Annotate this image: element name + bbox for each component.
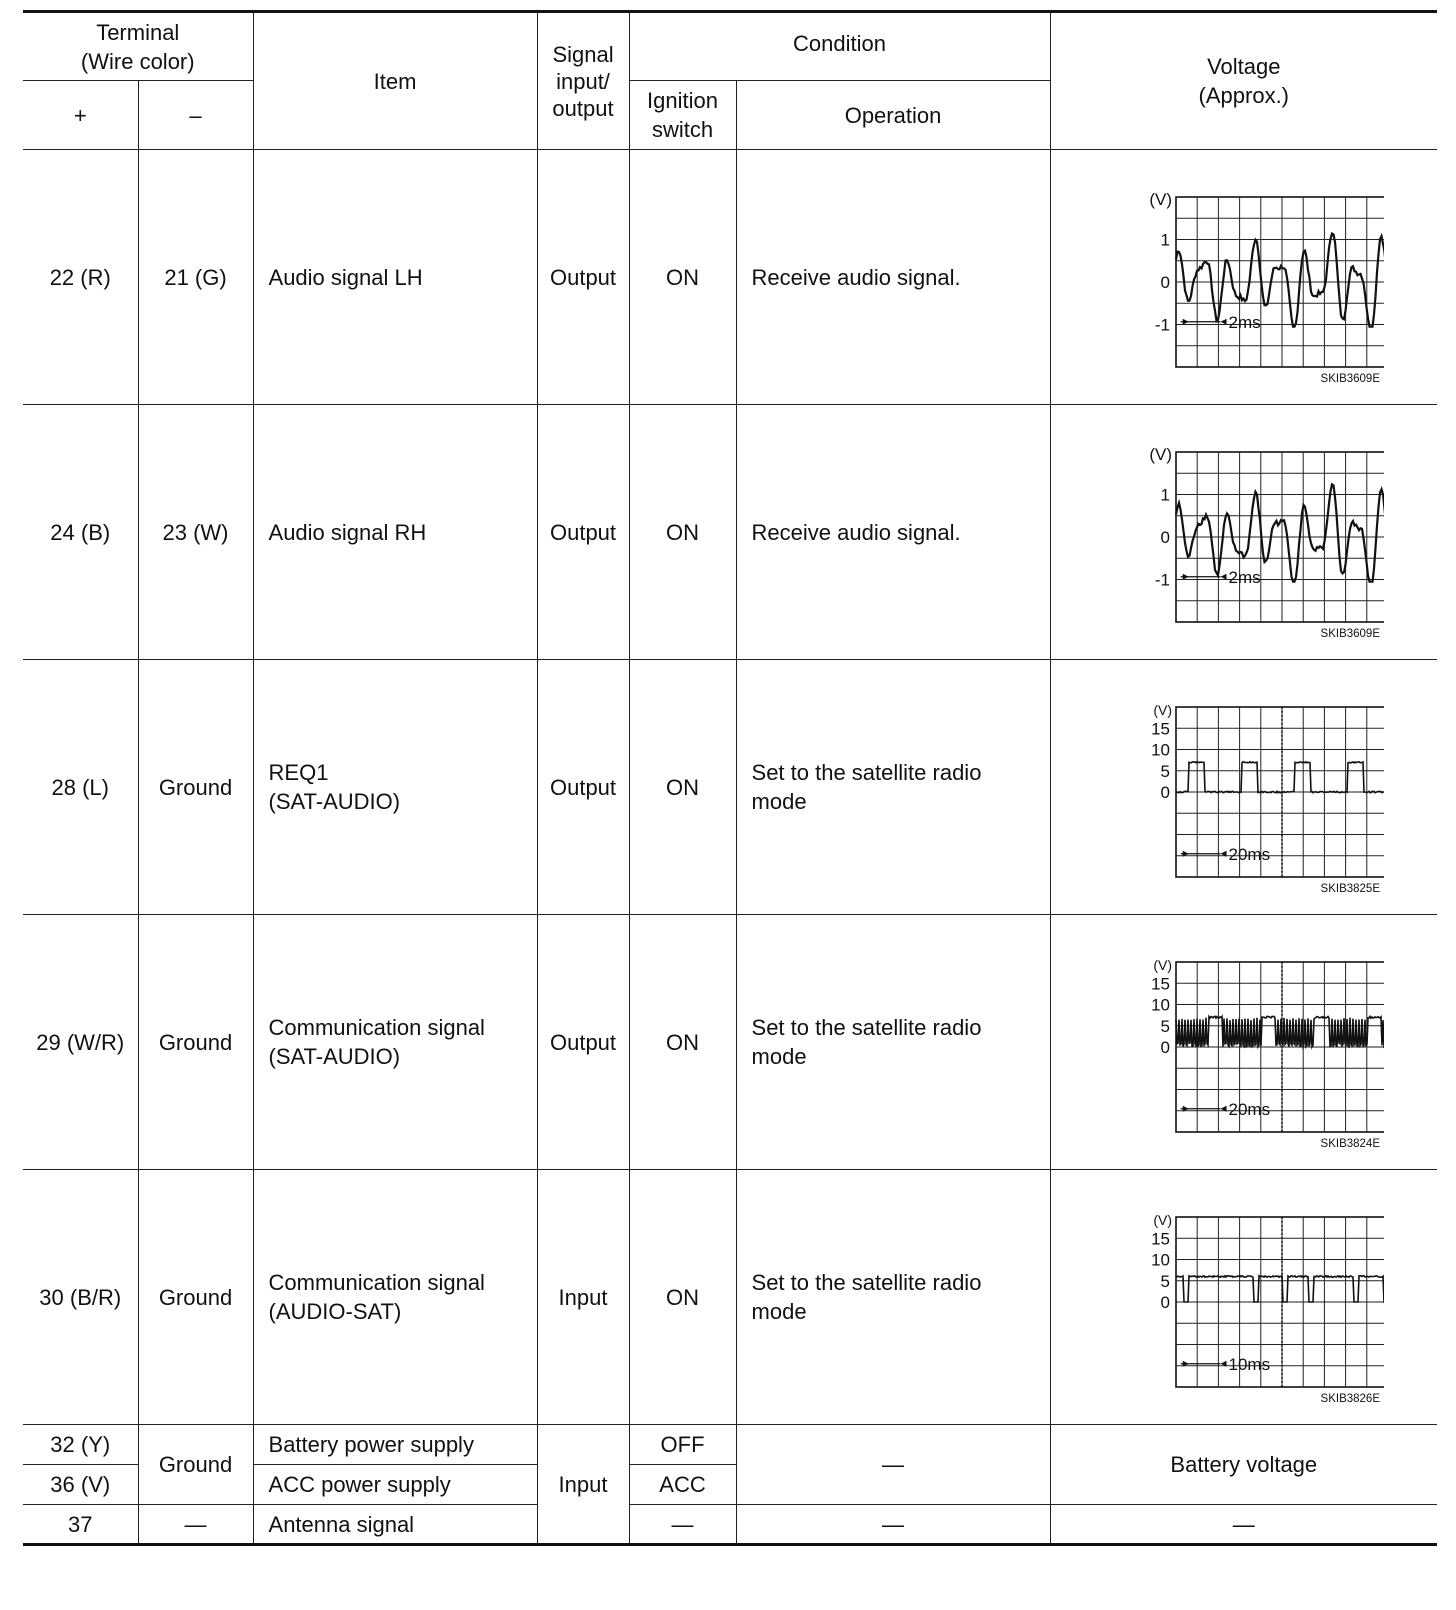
ignition-cell: ON [629, 405, 736, 660]
waveform-y-tick: -1 [1154, 315, 1170, 334]
ignition-cell: ACC [629, 1465, 736, 1505]
ignition-cell: OFF [629, 1425, 736, 1465]
waveform-trace [1176, 1275, 1384, 1301]
ignition-cell: ON [629, 150, 736, 405]
terminal-minus: 21 (G) [138, 150, 253, 405]
io-cell: Output [537, 915, 629, 1170]
time-scale-arrow [1183, 573, 1189, 579]
operation-cell: Set to the satellite radio mode [736, 660, 1050, 915]
time-scale-arrow [1220, 318, 1226, 324]
figure-code: SKIB3826E [1320, 1392, 1380, 1405]
voltage-cell [1050, 1170, 1437, 1425]
ignition-cell: ON [629, 1170, 736, 1425]
waveform-y-tick: 1 [1160, 230, 1170, 249]
table-row [23, 1425, 1437, 1465]
terminal-minus: Ground [138, 660, 253, 915]
waveform-chart [1104, 425, 1384, 640]
waveform-grid [1176, 452, 1384, 622]
terminal-minus: Ground [138, 1425, 253, 1505]
operation-cell: Receive audio signal. [736, 405, 1050, 660]
item-cell: Battery power supply [253, 1425, 537, 1465]
waveform-unit-label: (V) [1149, 444, 1172, 464]
ignition-cell: ON [629, 660, 736, 915]
terminal-plus: 29 (W/R) [23, 915, 138, 1170]
waveform-trace [1176, 233, 1384, 326]
time-scale-label: 20ms [1228, 844, 1270, 864]
terminal-plus: 28 (L) [23, 660, 138, 915]
io-cell: Input [537, 1170, 629, 1425]
terminal-plus: 37 [23, 1505, 138, 1545]
waveform-y-tick: 0 [1160, 782, 1170, 802]
terminal-header: Terminal (Wire color) [23, 12, 253, 81]
waveform-chart [1104, 935, 1384, 1150]
waveform-chart [1104, 170, 1384, 385]
terminal-minus: 23 (W) [138, 405, 253, 660]
waveform-chart [1104, 680, 1384, 895]
voltage-cell: — [1050, 1505, 1437, 1545]
waveform-grid [1176, 197, 1384, 367]
terminal-spec-table [23, 10, 1437, 1546]
waveform-trace [1176, 1016, 1384, 1047]
figure-code: SKIB3824E [1320, 1137, 1380, 1150]
item-cell: ACC power supply [253, 1465, 537, 1505]
time-scale-arrow [1183, 318, 1189, 324]
waveform-y-tick: 10 [1150, 995, 1170, 1014]
waveform-y-tick: 5 [1160, 1016, 1170, 1036]
table-row [23, 150, 1437, 405]
waveform-y-tick: 0 [1160, 272, 1170, 292]
waveform-y-tick: 5 [1160, 761, 1170, 781]
operation-cell: Receive audio signal. [736, 150, 1050, 405]
ignition-switch-header: Ignition switch [629, 81, 736, 150]
operation-cell: Set to the satellite radio mode [736, 1170, 1050, 1425]
waveform-unit-label: (V) [1153, 956, 1172, 973]
table-row [23, 915, 1437, 1170]
plus-header: + [23, 81, 138, 150]
waveform-y-tick: 0 [1160, 1037, 1170, 1057]
operation-cell: — [736, 1425, 1050, 1505]
waveform-trace [1176, 761, 1384, 792]
ignition-cell: — [629, 1505, 736, 1545]
terminal-minus: Ground [138, 1170, 253, 1425]
waveform-y-tick: 0 [1160, 527, 1170, 547]
terminal-plus: 36 (V) [23, 1465, 138, 1505]
item-cell: Antenna signal [253, 1505, 537, 1545]
voltage-cell: Battery voltage [1050, 1425, 1437, 1505]
terminal-plus: 32 (Y) [23, 1425, 138, 1465]
item-cell: Audio signal RH [253, 405, 537, 660]
item-cell: Communication signal (SAT-AUDIO) [253, 915, 537, 1170]
io-cell: Output [537, 150, 629, 405]
waveform-unit-label: (V) [1153, 1211, 1172, 1228]
figure-code: SKIB3609E [1320, 372, 1380, 385]
operation-cell: — [736, 1505, 1050, 1545]
minus-header: – [138, 81, 253, 150]
figure-code: SKIB3609E [1320, 627, 1380, 640]
waveform-y-tick: 15 [1150, 718, 1170, 738]
waveform-y-tick: -1 [1154, 570, 1170, 589]
time-scale-label: 2ms [1228, 567, 1261, 587]
waveform-y-tick: 5 [1160, 1271, 1170, 1291]
terminal-plus: 24 (B) [23, 405, 138, 660]
item-header: Item [253, 12, 537, 150]
terminal-plus: 30 (B/R) [23, 1170, 138, 1425]
terminal-plus: 22 (R) [23, 150, 138, 405]
waveform-y-tick: 15 [1150, 1228, 1170, 1248]
waveform-y-tick: 10 [1150, 740, 1170, 759]
terminal-minus: Ground [138, 915, 253, 1170]
time-scale-label: 2ms [1228, 312, 1261, 332]
voltage-cell [1050, 660, 1437, 915]
terminal-minus: — [138, 1505, 253, 1545]
ignition-cell: ON [629, 915, 736, 1170]
voltage-cell [1050, 915, 1437, 1170]
waveform-trace [1176, 484, 1384, 581]
waveform-y-tick: 1 [1160, 485, 1170, 504]
table-row [23, 660, 1437, 915]
voltage-cell [1050, 405, 1437, 660]
operation-cell: Set to the satellite radio mode [736, 915, 1050, 1170]
item-cell: REQ1 (SAT-AUDIO) [253, 660, 537, 915]
figure-code: SKIB3825E [1320, 882, 1380, 895]
voltage-header: Voltage (Approx.) [1050, 12, 1437, 150]
item-cell: Communication signal (AUDIO-SAT) [253, 1170, 537, 1425]
table-row [23, 1170, 1437, 1425]
waveform-unit-label: (V) [1149, 189, 1172, 209]
table-row [23, 1505, 1437, 1545]
waveform-unit-label: (V) [1153, 701, 1172, 718]
condition-header: Condition [629, 12, 1050, 81]
waveform-y-tick: 0 [1160, 1292, 1170, 1312]
io-cell: Input [537, 1425, 629, 1545]
item-cell: Audio signal LH [253, 150, 537, 405]
table-row [23, 405, 1437, 660]
waveform-y-tick: 10 [1150, 1250, 1170, 1269]
operation-header: Operation [736, 81, 1050, 150]
time-scale-label: 10ms [1228, 1354, 1270, 1374]
voltage-cell [1050, 150, 1437, 405]
time-scale-label: 20ms [1228, 1099, 1270, 1119]
signal-io-header: Signal input/ output [537, 12, 629, 150]
time-scale-arrow [1220, 573, 1226, 579]
io-cell: Output [537, 405, 629, 660]
io-cell: Output [537, 660, 629, 915]
waveform-chart [1104, 1190, 1384, 1405]
waveform-y-tick: 15 [1150, 973, 1170, 993]
